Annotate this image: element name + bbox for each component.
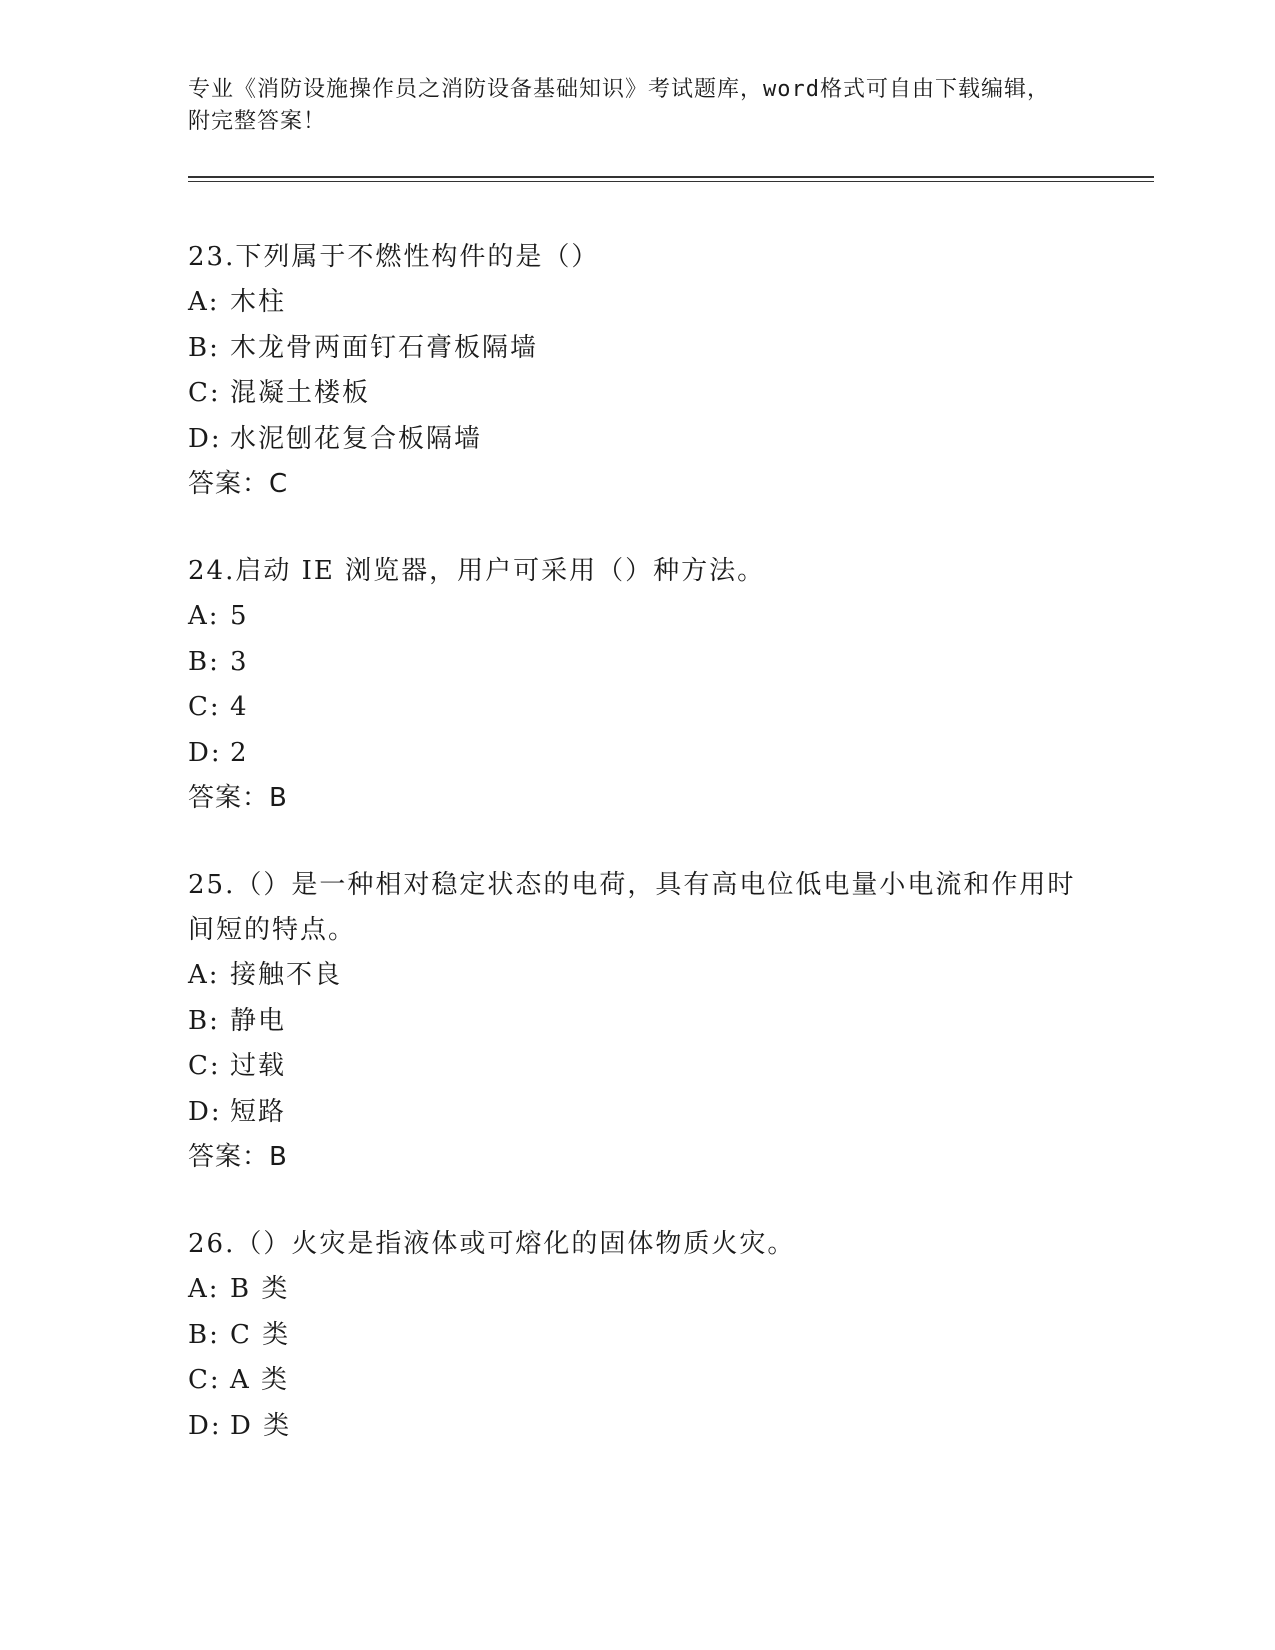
option-text: 5 [230,601,249,631]
question-23 [188,235,1088,507]
question-stem: 23.下列属于不燃性构件的是（） [188,242,600,272]
question-26 [188,1222,1088,1449]
header-divider-thin [188,181,1154,182]
answer-line: 答案：B [188,783,288,813]
option-a [188,953,1088,999]
question-stem: 25.（）是一种相对稳定状态的电荷，具有高电位低电量小电流和作用时间短的特点。 [188,870,1076,945]
header-divider-thick [188,176,1154,178]
option-text: D 类 [230,1410,292,1441]
question-25 [188,863,1088,1180]
option-text: 3 [230,646,249,677]
option-b [188,999,1088,1045]
answer-line: 答案：C [188,469,289,499]
option-b [188,326,1088,372]
option-d [188,1404,1088,1450]
option-text: C 类 [230,1319,291,1350]
option-key: A: [188,287,220,317]
option-key: D: [188,423,222,454]
option-d [188,1090,1088,1136]
option-text: 2 [230,737,249,768]
option-key: C: [188,1051,221,1081]
option-b [188,640,1088,686]
answer-line: 答案：B [188,1142,288,1172]
option-key: D: [188,1410,222,1441]
option-d [188,417,1088,463]
option-key: B: [188,332,220,363]
question-stem: 24.启动 IE 浏览器，用户可采用（）种方法。 [188,556,766,586]
option-a [188,280,1088,326]
option-c [188,1358,1088,1404]
option-key: C: [188,692,221,722]
option-text: 混凝土楼板 [230,378,371,408]
option-a [188,1267,1088,1313]
document-header: 专业《消防设施操作员之消防设备基础知识》考试题库，word格式可自由下载编辑，附完整答案！ [188,77,1050,134]
option-key: C: [188,378,221,408]
option-text: 接触不良 [230,960,343,990]
option-key: D: [188,737,222,768]
option-text: 木龙骨两面钉石膏板隔墙 [230,332,539,363]
option-key: A: [188,601,220,631]
question-24 [188,549,1088,821]
option-key: D: [188,1096,222,1127]
question-stem: 26.（）火灾是指液体或可熔化的固体物质火灾。 [188,1229,796,1259]
option-text: 4 [230,692,249,722]
option-text: 水泥刨花复合板隔墙 [230,423,483,454]
option-text: 静电 [230,1005,287,1036]
option-text: 过载 [230,1051,287,1081]
option-b [188,1313,1088,1359]
question-list [188,235,1088,1491]
option-c [188,685,1088,731]
option-text: 木柱 [230,287,287,317]
option-c [188,1044,1088,1090]
option-a [188,594,1088,640]
option-text: A 类 [230,1365,290,1395]
option-key: B: [188,1319,220,1350]
option-key: A: [188,960,220,990]
option-c [188,371,1088,417]
option-d [188,731,1088,777]
option-text: 短路 [230,1096,287,1127]
option-text: B 类 [230,1274,290,1304]
option-key: B: [188,1005,220,1036]
option-key: A: [188,1274,220,1304]
option-key: B: [188,646,220,677]
option-key: C: [188,1365,221,1395]
